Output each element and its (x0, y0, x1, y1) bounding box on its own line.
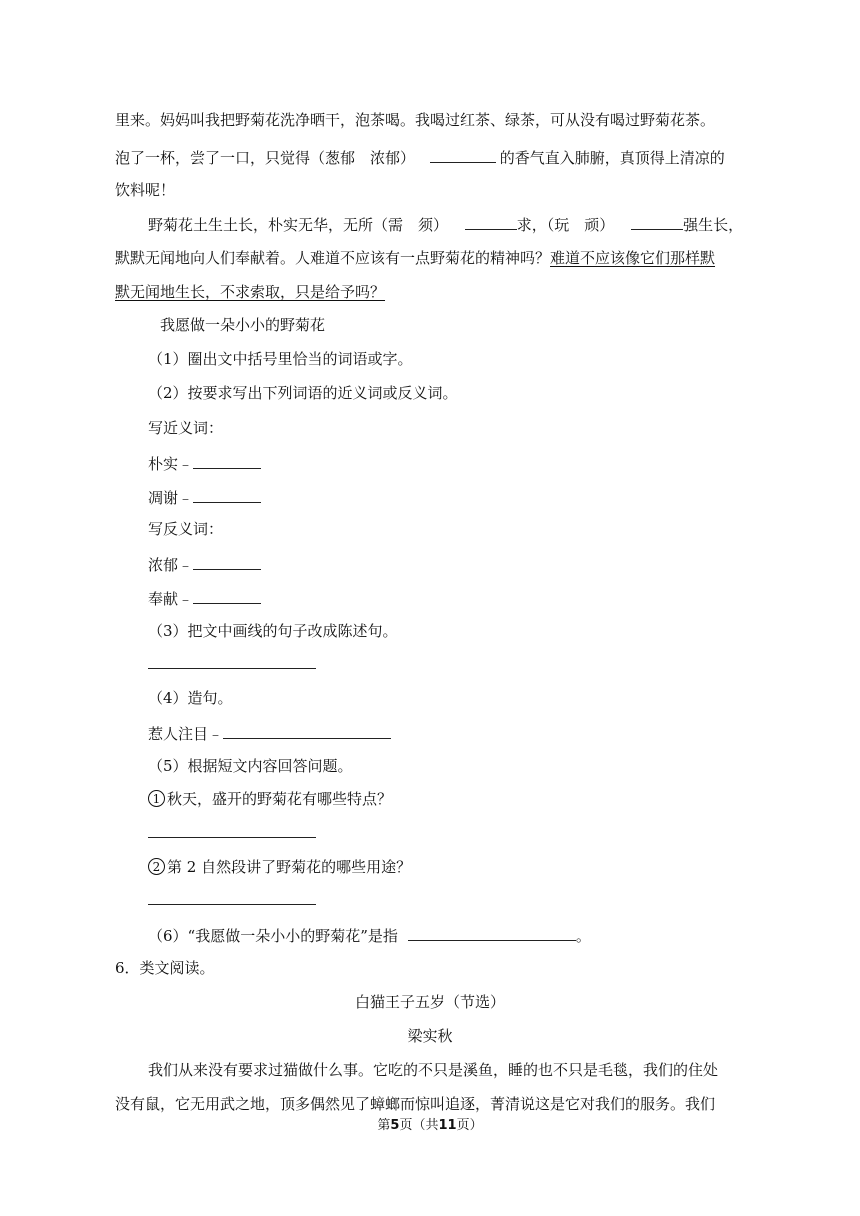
question-5: （5）根据短文内容回答问题。 (148, 757, 353, 775)
answer-blank[interactable] (430, 146, 496, 163)
section-heading: 6．类文阅读。 (115, 959, 215, 977)
text: 奉献﹣ (148, 590, 194, 608)
article-line: 没有鼠，它无用武之地，顶多偶然见了蟑螂而惊叫追逐，菁清说这是它对我们的服务。我们 (115, 1095, 716, 1113)
text: 第 (377, 1118, 391, 1133)
article-author: 梁实秋 (407, 1027, 453, 1045)
underlined-sentence: 难道不应该像它们那样默 (550, 249, 716, 267)
synonym-label: 写近义词： (148, 419, 224, 437)
text: 页） (456, 1118, 483, 1133)
antonym-item (148, 587, 261, 609)
text: （6）“我愿做一朵小小的野菊花”是指 (148, 927, 398, 945)
text: 泡了一杯，尝了一口，只觉得（葱郁 浓郁） (115, 149, 416, 167)
synonym-item (148, 486, 261, 508)
answer-line[interactable] (148, 668, 316, 669)
text: 强生长， (683, 216, 744, 234)
antonym-label: 写反义词： (148, 520, 224, 538)
text: 求，（玩 顽） (516, 216, 615, 234)
page-total: 11 (438, 1118, 457, 1133)
answer-blank[interactable] (193, 587, 261, 604)
passage-closing: 我愿做一朵小小的野菊花 (160, 316, 326, 334)
article-title: 白猫王子五岁（节选） (354, 993, 505, 1011)
passage-line (148, 213, 743, 235)
text: 秋天，盛开的野菊花有哪些特点？ (167, 790, 393, 808)
text: 野菊花土生土长，朴实无华，无所（需 须） (148, 216, 449, 234)
underlined-sentence: 默无闻地生长，不求索取，只是给予吗？ (115, 283, 386, 301)
answer-blank[interactable] (408, 924, 576, 941)
synonym-item (148, 452, 261, 474)
sentence-item (148, 722, 391, 744)
text: 凋谢﹣ (148, 489, 194, 507)
question-5-2 (148, 857, 411, 877)
text: 朴实﹣ (148, 455, 194, 473)
text: 的香气直入肺腑，真顶得上清凉的 (499, 149, 725, 167)
answer-blank[interactable] (193, 486, 261, 503)
text: 惹人注目﹣ (148, 725, 224, 743)
passage-line (115, 146, 725, 168)
answer-blank[interactable] (193, 452, 261, 469)
passage-line (115, 110, 715, 130)
question-1: （1）圈出文中括号里恰当的词语或字。 (148, 350, 413, 368)
page-footer (0, 1114, 860, 1133)
text: 默默无闻地向人们奉献着。人难道不应该有一点野菊花的精神吗？ (115, 249, 551, 267)
question-6 (148, 924, 591, 946)
text: 第 2 自然段讲了野菊花的哪些用途？ (167, 858, 412, 876)
text: 里来。妈妈叫我把野菊花洗净晒干，泡茶喝。我喝过红茶、绿茶，可从没有喝过野菊花茶。 (115, 111, 716, 129)
page-number: 5 (390, 1118, 400, 1133)
question-4: （4）造句。 (148, 689, 233, 707)
antonym-item (148, 553, 261, 575)
circled-number: 1 (148, 790, 165, 807)
answer-blank[interactable] (631, 213, 683, 230)
question-5-1 (148, 789, 392, 809)
answer-blank[interactable] (223, 722, 391, 739)
answer-line[interactable] (148, 904, 316, 905)
answer-blank[interactable] (193, 553, 261, 570)
circled-number: 2 (148, 858, 165, 875)
text: 页（共 (399, 1118, 439, 1133)
passage-line (115, 180, 175, 200)
question-3: （3）把文中画线的句子改成陈述句。 (148, 622, 398, 640)
text: 浓郁﹣ (148, 556, 194, 574)
answer-line[interactable] (148, 837, 316, 838)
passage-line (115, 248, 715, 268)
article-line: 我们从来没有要求过猫做什么事。它吃的不只是溪鱼，睡的也不只是毛毯，我们的住处 (148, 1061, 719, 1079)
passage-line (115, 282, 385, 302)
text: 。 (575, 927, 591, 945)
text: 饮料呢！ (115, 181, 176, 199)
answer-blank[interactable] (465, 213, 517, 230)
question-2: （2）按要求写出下列词语的近义词或反义词。 (148, 384, 458, 402)
